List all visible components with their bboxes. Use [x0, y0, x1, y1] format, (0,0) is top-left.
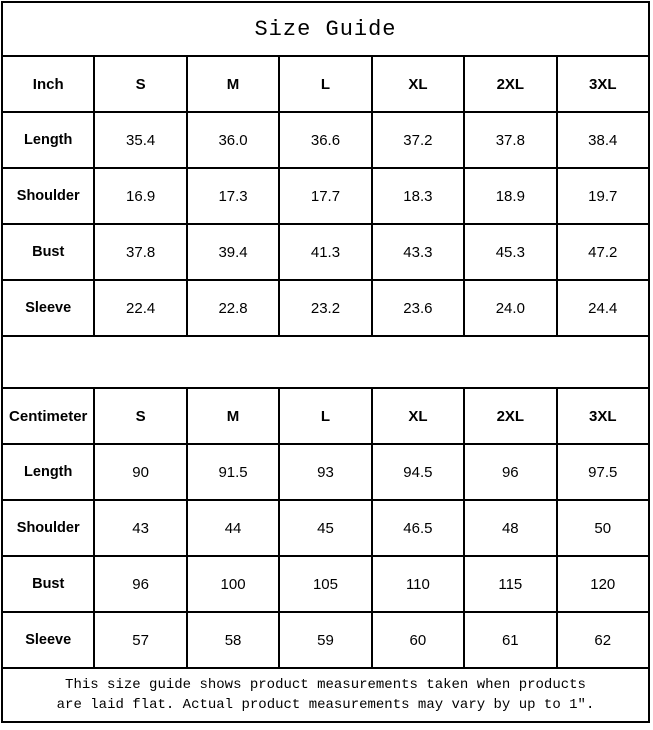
value-cell: 96 [94, 556, 186, 612]
title-row [2, 2, 649, 56]
value-cell: 58 [187, 612, 279, 668]
size-guide-table [1, 1, 650, 723]
spacer-cell [2, 336, 649, 388]
value-cell: 120 [557, 556, 649, 612]
value-cell: 90 [94, 444, 186, 500]
cm-length-row [2, 444, 649, 500]
value-cell: 36.0 [187, 112, 279, 168]
row-label: Shoulder [2, 500, 94, 556]
value-cell: 18.9 [464, 168, 556, 224]
size-header-l: L [279, 56, 371, 112]
row-label: Bust [2, 556, 94, 612]
row-label: Length [2, 444, 94, 500]
size-header-2xl: 2XL [464, 56, 556, 112]
cm-sleeve-row [2, 612, 649, 668]
size-header-xl: XL [372, 56, 464, 112]
value-cell: 17.7 [279, 168, 371, 224]
value-cell: 110 [372, 556, 464, 612]
size-header-l: L [279, 388, 371, 444]
value-cell: 38.4 [557, 112, 649, 168]
value-cell: 57 [94, 612, 186, 668]
value-cell: 43 [94, 500, 186, 556]
size-header-xl: XL [372, 388, 464, 444]
value-cell: 60 [372, 612, 464, 668]
value-cell: 24.0 [464, 280, 556, 336]
value-cell: 35.4 [94, 112, 186, 168]
value-cell: 17.3 [187, 168, 279, 224]
page-title: Size Guide [2, 2, 649, 56]
row-label: Length [2, 112, 94, 168]
size-header-m: M [187, 388, 279, 444]
value-cell: 48 [464, 500, 556, 556]
size-header-m: M [187, 56, 279, 112]
value-cell: 45 [279, 500, 371, 556]
value-cell: 61 [464, 612, 556, 668]
cm-header-row [2, 388, 649, 444]
inch-sleeve-row [2, 280, 649, 336]
footer-note [2, 668, 649, 722]
value-cell: 46.5 [372, 500, 464, 556]
row-label: Shoulder [2, 168, 94, 224]
value-cell: 18.3 [372, 168, 464, 224]
value-cell: 100 [187, 556, 279, 612]
inch-length-row [2, 112, 649, 168]
footer-note-line2: are laid flat. Actual product measurements may vary by up to 1″. [56, 697, 595, 713]
value-cell: 96 [464, 444, 556, 500]
value-cell: 93 [279, 444, 371, 500]
value-cell: 23.2 [279, 280, 371, 336]
value-cell: 105 [279, 556, 371, 612]
value-cell: 36.6 [279, 112, 371, 168]
size-header-2xl: 2XL [464, 388, 556, 444]
inch-unit-header: Inch [2, 56, 94, 112]
size-header-s: S [94, 56, 186, 112]
value-cell: 44 [187, 500, 279, 556]
value-cell: 23.6 [372, 280, 464, 336]
value-cell: 91.5 [187, 444, 279, 500]
inch-shoulder-row [2, 168, 649, 224]
value-cell: 97.5 [557, 444, 649, 500]
value-cell: 41.3 [279, 224, 371, 280]
value-cell: 50 [557, 500, 649, 556]
row-label: Sleeve [2, 280, 94, 336]
value-cell: 22.4 [94, 280, 186, 336]
value-cell: 37.8 [464, 112, 556, 168]
value-cell: 22.8 [187, 280, 279, 336]
value-cell: 43.3 [372, 224, 464, 280]
row-label: Bust [2, 224, 94, 280]
inch-bust-row [2, 224, 649, 280]
value-cell: 45.3 [464, 224, 556, 280]
size-header-3xl: 3XL [557, 388, 649, 444]
value-cell: 115 [464, 556, 556, 612]
cm-shoulder-row [2, 500, 649, 556]
value-cell: 39.4 [187, 224, 279, 280]
spacer-row [2, 336, 649, 388]
value-cell: 94.5 [372, 444, 464, 500]
value-cell: 62 [557, 612, 649, 668]
cm-unit-header: Centimeter [2, 388, 94, 444]
value-cell: 16.9 [94, 168, 186, 224]
value-cell: 24.4 [557, 280, 649, 336]
value-cell: 37.2 [372, 112, 464, 168]
row-label: Sleeve [2, 612, 94, 668]
value-cell: 47.2 [557, 224, 649, 280]
value-cell: 37.8 [94, 224, 186, 280]
footer-note-line1: This size guide shows product measurements taken when products [65, 677, 586, 693]
value-cell: 19.7 [557, 168, 649, 224]
size-header-3xl: 3XL [557, 56, 649, 112]
value-cell: 59 [279, 612, 371, 668]
cm-bust-row [2, 556, 649, 612]
inch-header-row [2, 56, 649, 112]
size-header-s: S [94, 388, 186, 444]
footer-row [2, 668, 649, 722]
